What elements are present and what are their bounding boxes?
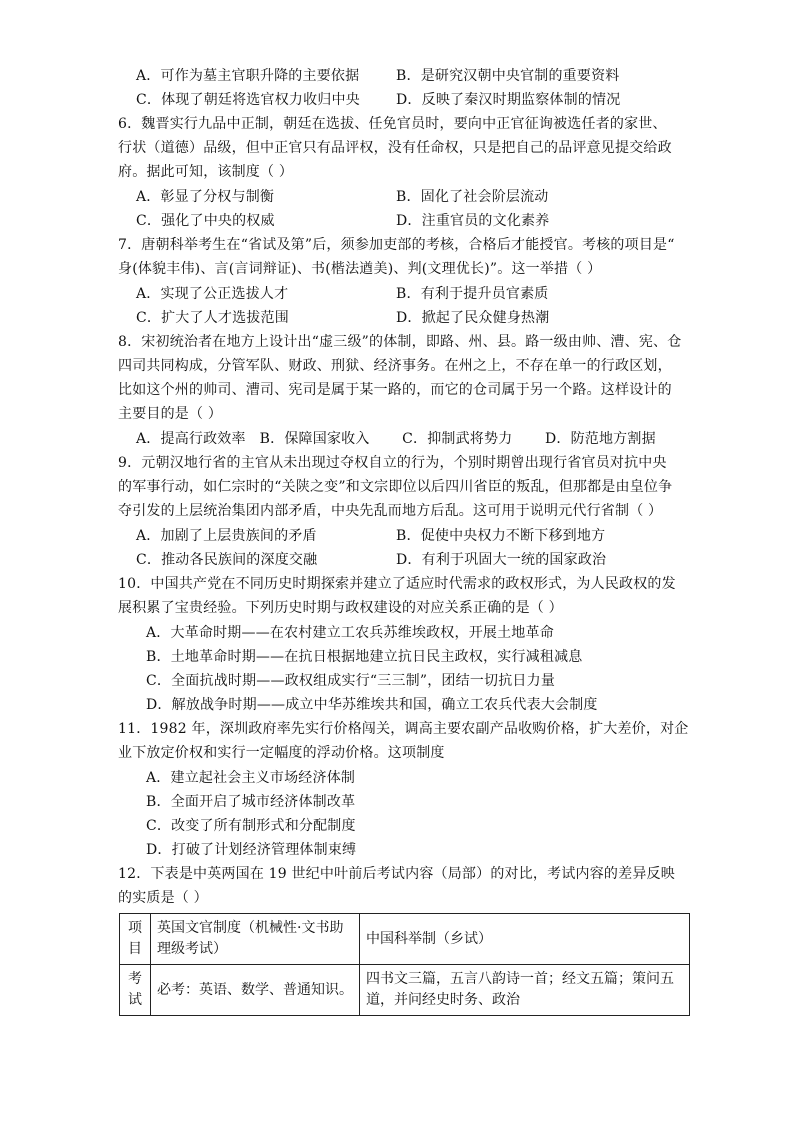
table-header-item: 项目 <box>120 914 151 965</box>
q7-stem-line1: 7．唐朝科举考生在“省试及第”后，须参加吏部的考核，合格后才能授官。考核的项目是“ <box>118 237 675 253</box>
q7-option-d[interactable]: D．掀起了民众健身热潮 <box>396 310 550 326</box>
table-header-britain: 英国文官制度（机械性·文书助理级考试） <box>151 914 360 965</box>
table-cell-britain-content: 必考：英语、数学、普通知识。 <box>151 965 360 1016</box>
q9-option-b[interactable]: B．促使中央权力不断下移到地方 <box>396 528 606 544</box>
q11-option-b[interactable]: B．全面开启了城市经济体制改革 <box>146 794 356 810</box>
q10-stem-line1: 10．中国共产党在不同历史时期探索并建立了适应时代需求的政权形式，为人民政权的发 <box>118 576 676 592</box>
q10-stem-line2: 展积累了宝贵经验。下列历史时期与政权建设的对应关系正确的是（ ） <box>118 600 563 616</box>
q12-comparison-table <box>119 913 690 1016</box>
q8-options[interactable]: A．提高行政效率 B．保障国家收入 C．抑制武将势力 D．防范地方割据 <box>136 431 656 447</box>
q9-option-a[interactable]: A．加剧了上层贵族间的矛盾 <box>136 528 317 544</box>
q9-option-d[interactable]: D．有利于巩固大一统的国家政治 <box>396 552 607 568</box>
q10-option-b[interactable]: B．土地革命时期——在抗日根据地建立抗日民主政权，实行减租减息 <box>146 649 583 665</box>
q6-stem-line3: 府。据此可知，该制度（ ） <box>118 164 294 180</box>
q12-stem-line1: 12．下表是中英两国在 19 世纪中叶前后考试内容（局部）的对比，考试内容的差异反映 <box>118 866 675 882</box>
q10-option-c[interactable]: C．全面抗战时期——政权组成实行“三三制”，团结一切抗日力量 <box>146 673 556 689</box>
table-header-china: 中国科举制（乡试） <box>360 914 690 965</box>
table-row <box>120 914 690 965</box>
q6-option-a[interactable]: A．彰显了分权与制衡 <box>136 189 275 205</box>
q5-option-a[interactable]: A．可作为墓主官职升降的主要依据 <box>136 68 360 84</box>
q9-stem-line1: 9．元朝汉地行省的主官从未出现过夺权自立的行为，个别时期曾出现行省官员对抗中央 <box>118 455 667 471</box>
q8-stem-line2: 四司共同构成，分管军队、财政、刑狱、经济事务。在州之上，不存在单一的行政区划， <box>118 358 672 374</box>
q6-option-b[interactable]: B．固化了社会阶层流动 <box>396 189 549 205</box>
q11-stem-line2: 业下放定价权和实行一定幅度的浮动价格。这项制度 <box>118 745 445 761</box>
q5-option-b[interactable]: B．是研究汉朝中央官制的重要资料 <box>396 68 620 84</box>
q8-stem-line3: 比如这个州的帅司、漕司、宪司是属于某一路的，而它的仓司属于另一个路。这样设计的 <box>118 382 672 398</box>
q7-option-b[interactable]: B．有利于提升员官素质 <box>396 286 549 302</box>
q11-option-c[interactable]: C．改变了所有制形式和分配制度 <box>146 818 356 834</box>
q9-stem-line2: 的军事行动，如仁宗时的“关陕之变”和文宗即位以后四川省臣的叛乱，但那都是由皇位争 <box>118 479 673 495</box>
q5-option-c[interactable]: C．体现了朝廷将选官权力收归中央 <box>136 92 360 108</box>
q11-stem-line1: 11．1982 年，深圳政府率先实行价格闯关，调高主要农副产品收购价格，扩大差价，对企 <box>118 721 689 737</box>
q11-option-a[interactable]: A．建立起社会主义市场经济体制 <box>146 770 356 786</box>
q10-option-a[interactable]: A．大革命时期——在农村建立工农兵苏维埃政权，开展土地革命 <box>146 625 554 641</box>
q6-option-d[interactable]: D．注重官员的文化素养 <box>396 213 550 229</box>
q9-option-c[interactable]: C．推动各民族间的深度交融 <box>136 552 318 568</box>
q9-stem-line3: 夺引发的上层统治集团内部矛盾，中央先乱而地方后乱。这可用于说明元代行省制（ ） <box>118 503 663 519</box>
q7-option-c[interactable]: C．扩大了人才选拔范围 <box>136 310 289 326</box>
table-cell-china-content: 四书文三篇，五言八韵诗一首；经文五篇；策问五道，并问经史时务、政治 <box>360 965 690 1016</box>
q7-stem-line2: 身(体貌丰伟)、言(言词辩证)、书(楷法遒美)、判(文理优长)”。这一举措（ ） <box>118 261 602 277</box>
table-row <box>120 965 690 1016</box>
q5-option-d[interactable]: D．反映了秦汉时期监察体制的情况 <box>396 92 621 108</box>
q10-option-d[interactable]: D．解放战争时期——成立中华苏维埃共和国，确立工农兵代表大会制度 <box>146 697 598 713</box>
q7-option-a[interactable]: A．实现了公正选拔人才 <box>136 286 289 302</box>
q6-option-c[interactable]: C．强化了中央的权威 <box>136 213 275 229</box>
q8-stem-line1: 8．宋初统治者在地方上设计出“虚三级”的体制，即路、州、县。路一级由帅、漕、宪、仓 <box>118 334 682 350</box>
q11-option-d[interactable]: D．打破了计划经济管理体制束缚 <box>146 842 357 858</box>
q6-stem-line2: 行状（道德）品级，但中正官只有品评权，没有任命权，只是把自己的品评意见提交给政 <box>118 140 672 156</box>
q8-stem-line4: 主要目的是（ ） <box>118 406 223 422</box>
q12-stem-line2: 的实质是（ ） <box>118 890 208 906</box>
q6-stem-line1: 6．魏晋实行九品中正制，朝廷在选拔、任免官员时，要向中正官征询被选任者的家世、 <box>118 116 667 132</box>
table-cell-exam: 考试 <box>120 965 151 1016</box>
